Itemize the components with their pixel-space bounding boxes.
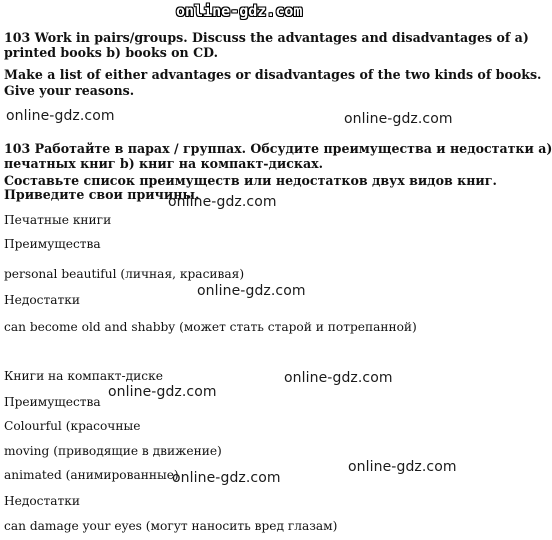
cd-advantage-2: moving (приводящие в движение) xyxy=(4,444,222,458)
cd-advantage-1: Colourful (красочные xyxy=(4,419,141,433)
cd-disadvantage-1: can damage your eyes (могут наносить вред глазам) xyxy=(4,519,338,533)
watermark-7: online-gdz.com xyxy=(348,459,457,475)
printed-advantage-1: personal beautiful (личная, красивая) xyxy=(4,267,245,281)
watermark-4: online-gdz.com xyxy=(197,283,306,299)
printed-advantages-label: Преимущества xyxy=(4,237,101,251)
cd-advantage-3: animated (анимированные) xyxy=(4,468,179,482)
printed-disadvantage-1: can become old and shabby (может стать старой и потрепанной) xyxy=(4,320,417,334)
task-en-line-4: Give your reasons. xyxy=(4,83,135,98)
watermark-1: online-gdz.com xyxy=(6,108,115,124)
watermark-top: online-gdz.com xyxy=(176,2,303,20)
task-ru-line-4: Приведите свои причины. xyxy=(4,187,200,202)
task-ru-line-1: 103 Работайте в парах / группах. Обсудите преимущества и недостатки а) xyxy=(4,141,552,156)
watermark-6: online-gdz.com xyxy=(108,384,217,400)
task-ru-line-2: печатных книг b) книг на компакт-дисках. xyxy=(4,156,324,171)
task-ru-line-3: Составьте список преимуществ или недостатков двух видов книг. xyxy=(4,173,497,188)
cd-heading: Книги на компакт-диске xyxy=(4,369,163,383)
task-en-line-1: 103 Work in pairs/groups. Discuss the advantages and disadvantages of a) xyxy=(4,30,529,45)
task-en-line-3: Make a list of either advantages or disadvantages of the two kinds of books. xyxy=(4,67,542,82)
cd-advantages-label: Преимущества xyxy=(4,395,101,409)
watermark-3: online-gdz.com xyxy=(168,194,277,210)
printed-heading: Печатные книги xyxy=(4,213,112,227)
watermark-8: online-gdz.com xyxy=(172,470,281,486)
printed-disadvantages-label: Недостатки xyxy=(4,293,80,307)
cd-disadvantages-label: Недостатки xyxy=(4,494,80,508)
watermark-2: online-gdz.com xyxy=(344,111,453,127)
watermark-5: online-gdz.com xyxy=(284,370,393,386)
task-en-line-2: printed books b) books on CD. xyxy=(4,45,218,60)
